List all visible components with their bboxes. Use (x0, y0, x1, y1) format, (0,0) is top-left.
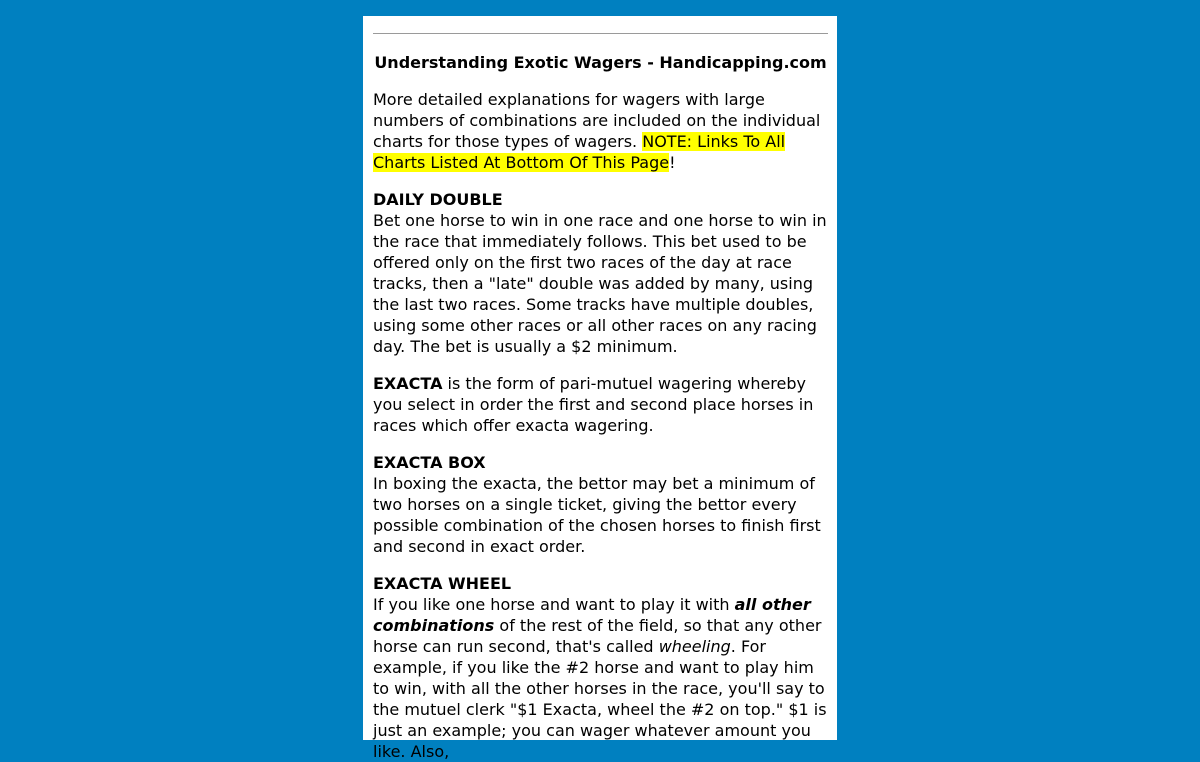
article-page (363, 16, 837, 761)
exacta-wheel-part1: If you like one horse and want to play it with (373, 595, 730, 614)
intro-paragraph (373, 89, 828, 173)
section-exacta-wheel (373, 573, 828, 762)
intro-text: More detailed explanations for wagers with large numbers of combinations are included on the individual charts for those types of wagers. (373, 90, 821, 151)
intro-trailing: ! (669, 153, 676, 172)
horizontal-rule (373, 33, 828, 34)
exacta-wheel-part2: of the rest of the field, so that any other horse can run second, that's called (373, 616, 822, 656)
exacta-wheel-emphasis: all other combinations (373, 595, 811, 635)
section-daily-double (373, 189, 828, 357)
exacta-body: is the form of pari-mutuel wagering whereby you select in order the first and second place horses in races which offer exacta wagering. (373, 374, 814, 435)
exacta-wheel-heading: EXACTA WHEEL (373, 574, 512, 593)
exacta-wheel-part3: . For example, if you like the #2 horse and want to play him to win, with all the other horses in the race, you'll say to the mutuel clerk "$1 Exacta, wheel the #2 on top." $1 is just an example; you can wager whatever amount you like. Also, (373, 637, 827, 761)
exacta-box-heading: EXACTA BOX (373, 453, 486, 472)
exacta-term: EXACTA (373, 374, 443, 393)
daily-double-heading: DAILY DOUBLE (373, 190, 503, 209)
article-content (363, 33, 837, 762)
highlighted-note: NOTE: Links To All Charts Listed At Bottom Of This Page (373, 132, 786, 172)
exacta-box-body: In boxing the exacta, the bettor may bet a minimum of two horses on a single ticket, giving the bettor every possible combination of the chosen horses to finish first and second in exact order. (373, 474, 821, 556)
section-exacta-box (373, 452, 828, 557)
section-exacta (373, 373, 828, 436)
page-title: Understanding Exotic Wagers - Handicapping.com (374, 53, 827, 72)
daily-double-body: Bet one horse to win in one race and one horse to win in the race that immediately follows. This bet used to be offered only on the first two races of the day at race tracks, then a "late" double was added by many, using the last two races. Some tracks have multiple doubles, using some other races or all other races on any racing day. The bet is usually a $2 minimum. (373, 211, 827, 356)
exacta-wheel-term: wheeling (658, 637, 731, 656)
